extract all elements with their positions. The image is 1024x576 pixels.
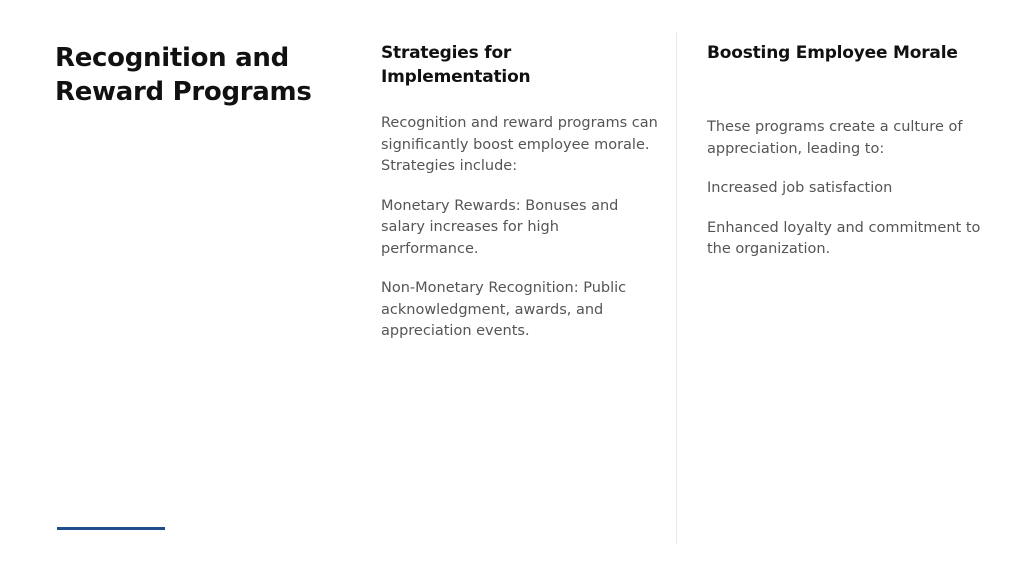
strategy-non-monetary: Non-Monetary Recognition: Public acknowledgment, awards, and appreciation events.: [381, 280, 627, 339]
strategies-column: [381, 41, 661, 361]
strategies-intro: Recognition and reward programs can significantly boost employee morale. Strategies include:: [381, 115, 658, 174]
strategy-monetary: Monetary Rewards: Bonuses and salary increases for high performance.: [381, 197, 619, 257]
morale-heading: Boosting Employee Morale: [707, 43, 958, 63]
slide-title: Recognition and Reward Programs: [55, 43, 312, 107]
column-divider: [676, 32, 677, 544]
morale-intro: These programs create a culture of appreciation, leading to:: [707, 119, 963, 157]
accent-bar: [57, 527, 165, 530]
morale-benefit-satisfaction: Increased job satisfaction: [707, 180, 893, 196]
morale-column: [707, 41, 982, 279]
morale-benefit-loyalty: Enhanced loyalty and commitment to the organization.: [707, 219, 981, 257]
strategies-heading: Strategies for Implementation: [381, 43, 531, 87]
